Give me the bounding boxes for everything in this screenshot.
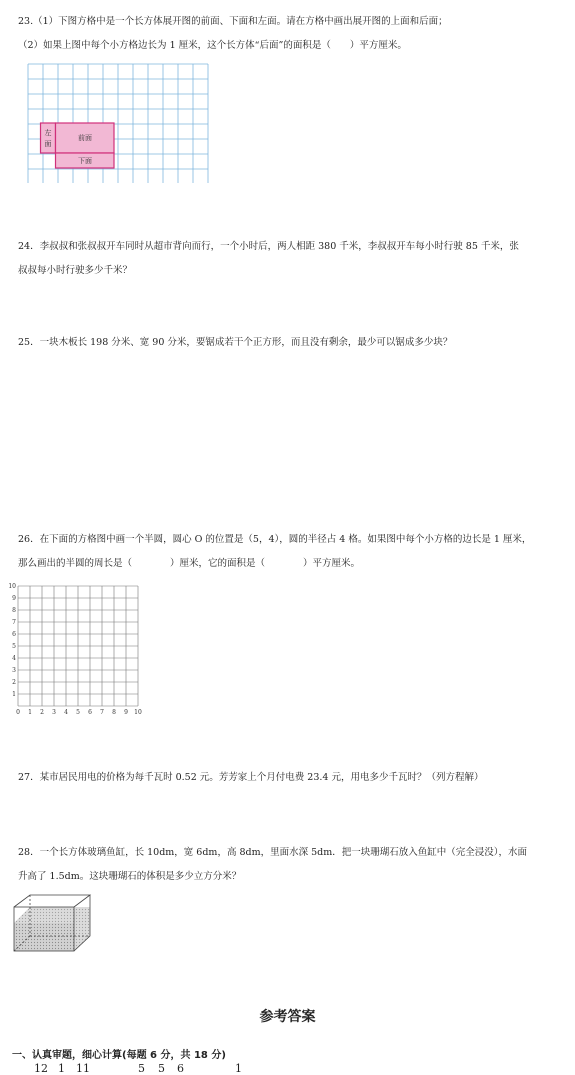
q24-text-line1: 24．李叔叔和张叔叔开车同时从超市背向而行，一个小时后，两人相距 380 千米，李叔叔开车每小时行驶 85 千米，张 [18,241,519,252]
x-tick-label: 8 [112,709,116,716]
y-tick-label: 8 [12,607,16,614]
q28-text-line1: 28．一个长方体玻璃鱼缸，长 10dm，宽 6dm，高 8dm，里面水深 5dm．把一块珊瑚石放入鱼缸中（完全浸没），水面 [18,847,527,858]
answer-numerator: 5 [158,1062,165,1075]
q27-text-line1: 27．某市居民用电的价格为每千瓦时 0.52 元。芳芳家上个月付电费 23.4 元，用电多少千瓦时？（列方程解） [18,772,484,783]
x-tick-label: 7 [100,709,104,716]
front-face-label: 前面 [78,134,92,142]
q23-text-line2: （2）如果上图中每个小方格边长为 1 厘米，这个长方体“后面”的面积是（ ）平方厘米。 [18,40,407,51]
left-face-label-1: 左 [44,129,52,137]
x-tick-label: 5 [76,709,80,716]
y-tick-label: 7 [12,619,16,626]
x-tick-label: 4 [64,709,68,716]
answer-numerator: 11 [76,1062,90,1075]
q28-text-line2: 升高了 1.5dm。这块珊瑚石的体积是多少立方分米？ [18,871,242,882]
q26-grid [18,586,138,706]
q23-text-line1: 23.（1）下图方格中是一个长方体展开图的前面、下面和左面。请在方格中画出展开图的上面和后面； [18,16,448,27]
q25-text-line1: 25．一块木板长 198 分米、宽 90 分米，要锯成若干个正方形，而且没有剩余，最少可以锯成多少块？ [18,337,453,348]
left-face [41,123,56,153]
x-tick-label: 3 [52,709,56,716]
y-tick-label: 5 [12,643,16,650]
q26-y-ticks [8,583,16,698]
y-tick-label: 3 [12,667,16,674]
q26-x-ticks [16,709,142,716]
q26-text-line2: 那么画出的半圆的周长是（ ）厘米，它的面积是（ ）平方厘米。 [18,558,361,569]
q26-coordinate-grid [8,578,153,716]
x-tick-label: 10 [134,709,142,716]
q24-text-line2: 叔叔每小时行驶多少千米？ [18,265,133,276]
x-tick-label: 9 [124,709,128,716]
y-tick-label: 9 [12,595,16,602]
left-face-label-2: 面 [44,140,52,148]
y-tick-label: 4 [12,655,16,662]
answer-numerator: 6 [177,1062,184,1075]
x-tick-label: 6 [88,709,92,716]
x-tick-label: 2 [40,709,44,716]
answer-numerator: 5 [138,1062,145,1075]
q26-text-line1: 26．在下面的方格图中画一个半圆，圆心 O 的位置是（5，4），圆的半径占 4 格。如果图中每个小方格的边长是 1 厘米， [18,534,532,545]
y-tick-label: 10 [8,583,16,590]
answer-numerator: 1 [58,1062,65,1075]
y-tick-label: 1 [12,691,16,698]
answer-numerator: 12 [34,1062,48,1075]
water-front [14,923,74,951]
x-tick-label: 0 [16,709,20,716]
bottom-face-label: 下面 [78,157,92,165]
y-tick-label: 2 [12,679,16,686]
answers-section-1: 一、认真审题，细心计算(每题 6 分，共 18 分) [12,1050,226,1061]
answers-heading: 参考答案 [259,1009,316,1025]
x-tick-label: 1 [28,709,32,716]
y-tick-label: 6 [12,631,16,638]
answer-numerator: 1 [235,1062,242,1075]
fish-tank-figure [12,893,102,955]
q23-grid-figure [27,63,217,183]
